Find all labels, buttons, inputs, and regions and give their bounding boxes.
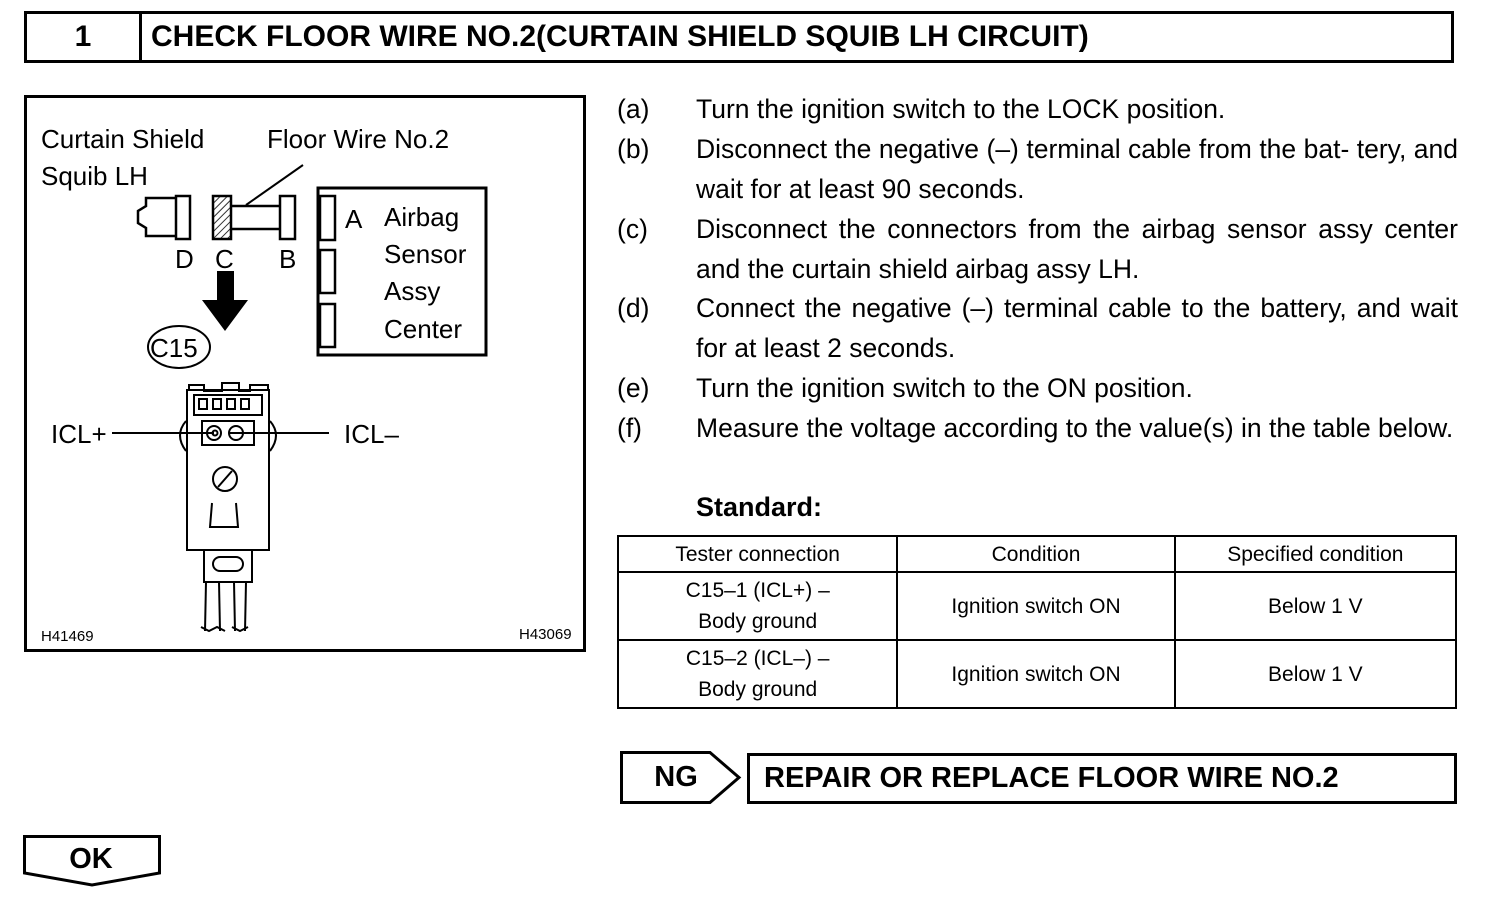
table-row — [618, 640, 1456, 708]
label-connector-d: D — [175, 244, 194, 274]
step-label: (d) — [617, 293, 650, 323]
table-header-row — [618, 536, 1456, 572]
step-text: Measure the voltage according to the value(s) in the table below. — [696, 413, 1454, 443]
conn-line1: C15–2 (ICL–) – — [685, 647, 830, 670]
step-text: Connect the negative (–) terminal cable to the battery, and wait for at least 2 seconds. — [696, 293, 1458, 363]
step-title: CHECK FLOOR WIRE NO.2(CURTAIN SHIELD SQUIB LH CIRCUIT) — [151, 20, 1089, 53]
figure-code-right: H43069 — [519, 626, 572, 643]
label-floor-wire: Floor Wire No.2 — [267, 124, 450, 154]
ng-action-box: REPAIR OR REPLACE FLOOR WIRE NO.2 — [747, 753, 1457, 804]
conn-line2: Body ground — [698, 678, 818, 701]
label-connector-a: A — [345, 204, 363, 234]
header-specified-condition: Specified condition — [1175, 536, 1456, 572]
step-header — [24, 11, 1454, 63]
step-text: Disconnect the connectors from the airbag sensor assy center and the curtain shield airbag assy LH. — [696, 214, 1458, 284]
connector-c15-drawing — [180, 383, 276, 631]
cell-condition: Ignition switch ON — [897, 640, 1174, 708]
wiring-figure — [24, 95, 586, 652]
spec-table — [617, 535, 1457, 709]
ok-label: OK — [69, 842, 113, 875]
step-text: Turn the ignition switch to the ON position. — [696, 373, 1193, 403]
step-item — [617, 129, 1462, 209]
conn-line1: C15–1 (ICL+) – — [685, 579, 830, 602]
step-number: 1 — [27, 14, 142, 60]
cell-condition: Ignition switch ON — [897, 572, 1174, 640]
connector-b-shape — [280, 196, 295, 239]
ng-label: NG — [654, 761, 698, 793]
step-item — [617, 209, 1462, 289]
label-connector-c: C — [215, 244, 234, 274]
standard-label: Standard: — [696, 492, 823, 522]
cell-spec: Below 1 V — [1175, 640, 1456, 708]
cell-tester-connection — [618, 640, 897, 708]
table-row — [618, 572, 1456, 640]
label-sensor-line1: Airbag — [384, 202, 460, 232]
connector-c-shape — [213, 196, 280, 239]
cell-spec: Below 1 V — [1175, 572, 1456, 640]
step-label: (a) — [617, 94, 650, 124]
step-label: (c) — [617, 214, 648, 244]
label-icl-plus: ICL+ — [51, 419, 107, 449]
header-tester-connection: Tester connection — [618, 536, 897, 572]
connector-d-shape — [138, 196, 190, 239]
down-arrow-icon — [202, 271, 248, 331]
step-text: Disconnect the negative (–) terminal cable from the bat- tery, and wait for at least 90 seconds. — [696, 134, 1458, 204]
label-icl-minus: ICL– — [344, 419, 399, 449]
step-label: (f) — [617, 413, 643, 443]
header-condition: Condition — [897, 536, 1174, 572]
label-connector-b: B — [279, 244, 297, 274]
step-label: (e) — [617, 373, 650, 403]
step-item — [617, 368, 1462, 408]
label-sensor-line4: Center — [384, 314, 463, 344]
conn-line2: Body ground — [698, 610, 818, 633]
label-curtain-shield: Curtain Shield — [41, 124, 205, 154]
step-item — [617, 288, 1462, 368]
step-item — [617, 89, 1462, 129]
step-item — [617, 408, 1462, 488]
cell-tester-connection — [618, 572, 897, 640]
label-squib-lh: Squib LH — [41, 161, 148, 191]
label-connector-id: C15 — [150, 333, 198, 363]
figure-code-left: H41469 — [41, 628, 94, 645]
label-sensor-line2: Sensor — [384, 239, 467, 269]
step-label: (b) — [617, 134, 650, 164]
step-text: Turn the ignition switch to the LOCK position. — [696, 94, 1226, 124]
label-sensor-line3: Assy — [384, 276, 441, 306]
